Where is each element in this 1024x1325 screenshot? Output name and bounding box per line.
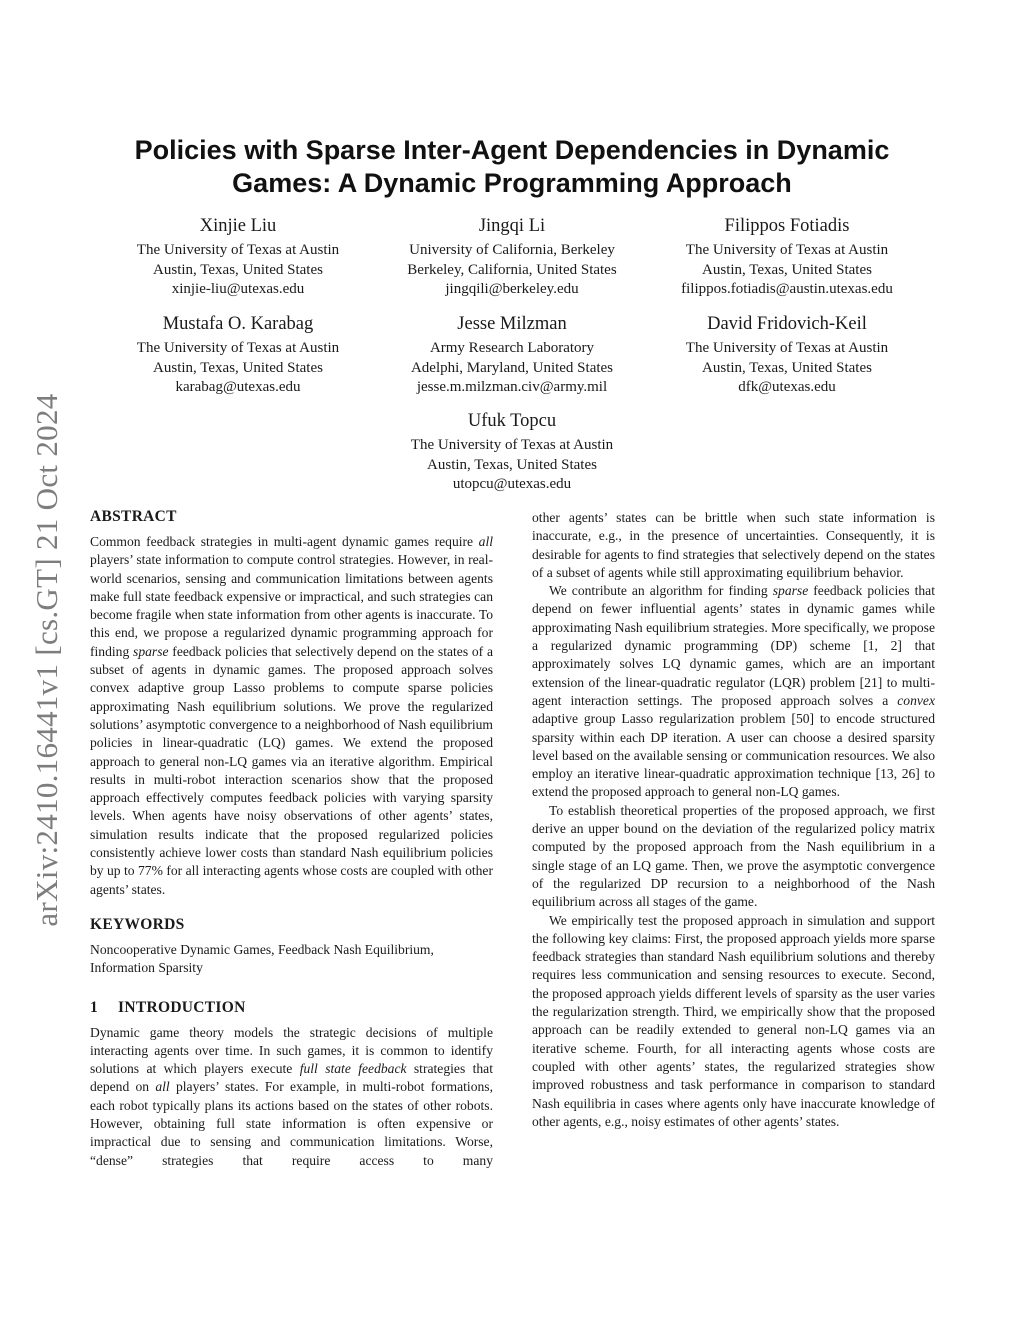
author-email: filippos.fotiadis@austin.utexas.edu [681,281,893,298]
author-location: Austin, Texas, United States [153,261,323,278]
arxiv-identifier-stamp: arXiv:2410.16441v1 [cs.GT] 21 Oct 2024 [29,393,64,927]
author-email: utopcu@utexas.edu [452,476,572,493]
author-block [362,214,662,300]
author-location: Austin, Texas, United States [702,359,872,376]
author-affiliation: The University of Texas at Austin [136,340,340,356]
author-location: Adelphi, Maryland, United States [410,359,614,376]
intro-paragraph-3 [532,582,935,802]
text-run: players’ state information to compute control strategies. However, in real-world scenarios, sensing and communication limitations between agents make full state feedback expensive or impractical, and such strategies can become fragile when state information from other agents is inaccurate. To this end, we propose a regularized dynamic programming approach for finding [90,552,493,659]
author-email: karabag@utexas.edu [175,379,301,396]
author-block [88,312,388,398]
abstract-heading: ABSTRACT [90,508,177,525]
title-line-2: Games: A Dynamic Programming Approach [232,168,792,198]
emphasis: full state feedback [299,1061,407,1077]
intro-paragraph-2: other agents’ states can be brittle when such state information is inaccurate, e.g., in the presence of uncertainties. Consequently, it is desirable for agents to find strategies that selectively depend on the states of a subset of agents while still approximating equilibrium behavior. [532,510,935,580]
author-name: Mustafa O. Karabag [162,314,314,334]
section-number: 1 [90,998,99,1016]
author-name: Ufuk Topcu [467,411,557,431]
right-column [532,509,935,1131]
text-run: Common feedback strategies in multi-agent dynamic games require [90,534,479,549]
text-run: feedback policies that selectively depend on the states of a subset of agents in dynamic games. The proposed approach solves convex adaptive group Lasso problems to compute sparse policies approximating Nash equilibrium solutions. We prove the regularized solutions’ asymptotic convergence to a neighborhood of Nash equilibrium policies in linear-quadratic (LQ) games. We extend the proposed approach to general non-LQ games via an iterative algorithm. Empirical results in multi-robot interaction scenarios show that the proposed approach effectively computes feedback policies with varying sparsity levels. When agents have noisy observations of other agents’ states, simulation results indicate that the proposed regularized policies consistently achieve lower costs than standard Nash equilibrium policies by up to 77% for all interacting agents whose costs are coupled with other agents’ states. [90,643,493,897]
abstract-paragraph [90,533,493,899]
intro-paragraph-5: We empirically test the proposed approach in simulation and support the following key claims: First, the proposed approach yields more sparse feedback strategies than standard Nash equilibrium solutions and thereby requires less communication and sensing resources to execute. Second, the proposed approach yields different levels of sparsity as the user varies the regularization strength. Third, we empirically show that the proposed approach can be readily extended to general non-LQ games via an iterative scheme. Fourth, for all interacting agents whose costs are coupled with other agents’ states, the regularized strategies show improved robustness and task performance in comparison to standard Nash equilibria in cases where agents only have inaccurate knowledge of other agents, e.g., noisy estimates of other agents’ states. [532,912,935,1129]
left-column [90,507,493,1170]
author-location: Austin, Texas, United States [153,359,323,376]
text-run: Dynamic game theory models the strategic decisions of multiple interacting agents over time. In such games, it is common to identify solutions at which players execute [90,1024,493,1077]
text-run: feedback policies that depend on fewer influential agents’ states in dynamic games while approximating Nash equilibrium strategies. More specifically, we propose a regularized dynamic programming (DP) scheme [1, 2] that approximately solves LQ dynamic games, which are an important extension of the linear-quadratic regulator (LQR) problem [21] to multi-agent interaction settings. The proposed approach solves a [532,583,935,708]
author-affiliation: The University of Texas at Austin [410,437,614,453]
keywords-text: Noncooperative Dynamic Games, Feedback Nash Equilibrium, Information Sparsity [90,941,434,976]
section-title: INTRODUCTION [118,998,246,1016]
text-run: We contribute an algorithm for finding [549,583,773,599]
author-email: jingqili@berkeley.edu [445,281,579,298]
title-line-1: Policies with Sparse Inter-Agent Dependencies in Dynamic [134,135,890,165]
author-name: David Fridovich-Keil [707,314,867,334]
author-block [362,409,662,495]
emphasis: sparse [133,643,169,659]
author-location: Austin, Texas, United States [427,456,597,473]
author-block [637,312,937,398]
emphasis: convex [897,692,935,708]
introduction-heading [90,998,493,1018]
text-run: strategies that depend on [90,1061,493,1095]
emphasis: all [478,534,493,549]
intro-paragraph-1 [90,1024,493,1170]
author-block [362,312,662,398]
author-name: Filippos Fotiadis [724,216,850,236]
author-name: Jingqi Li [478,216,546,236]
emphasis: sparse [772,583,809,599]
author-affiliation: The University of Texas at Austin [685,242,889,258]
author-name: Jesse Milzman [457,314,567,334]
text-run: players’ states. For example, in multi-robot formations, each robot typically plans its actions based on the states of other robots. However, obtaining full state information is often expensive or impractical due to sensing and communication limitations. Worse, “dense” strategies that require access to many [90,1079,493,1168]
keywords-heading: KEYWORDS [90,915,185,933]
author-email: dfk@utexas.edu [738,379,836,396]
author-location: Austin, Texas, United States [702,261,872,278]
intro-paragraph-4: To establish theoretical properties of the proposed approach, we first derive an upper bound on the deviation of the regularized policy matrix computed by the proposed approach from the Nash equilibrium in a single stage of an LQ game. Then, we prove the asymptotic convergence of the regularized DP recursion to a neighborhood of the Nash equilibrium across all stages of the game. [532,802,935,910]
author-affiliation: University of California, Berkeley [409,242,615,258]
paper-title [100,134,924,200]
author-affiliation: The University of Texas at Austin [136,242,340,258]
emphasis: all [155,1079,170,1095]
author-affiliation: The University of Texas at Austin [685,340,889,356]
author-location: Berkeley, California, United States [407,261,617,278]
author-email: xinjie-liu@utexas.edu [171,281,305,298]
author-block [637,214,937,300]
author-name: Xinjie Liu [199,216,277,236]
author-affiliation: Army Research Laboratory [429,340,595,356]
author-block [88,214,388,300]
text-run: adaptive group Lasso regularization problem [50] to encode structured sparsity within each DP iteration. A user can choose a desired sparsity level based on the available sensing or communication resources. We also employ an iterative linear-quadratic approximation technique [13, 26] to extend the proposed approach to general non-LQ games. [532,711,935,800]
author-email: jesse.m.milzman.civ@army.mil [416,379,608,396]
